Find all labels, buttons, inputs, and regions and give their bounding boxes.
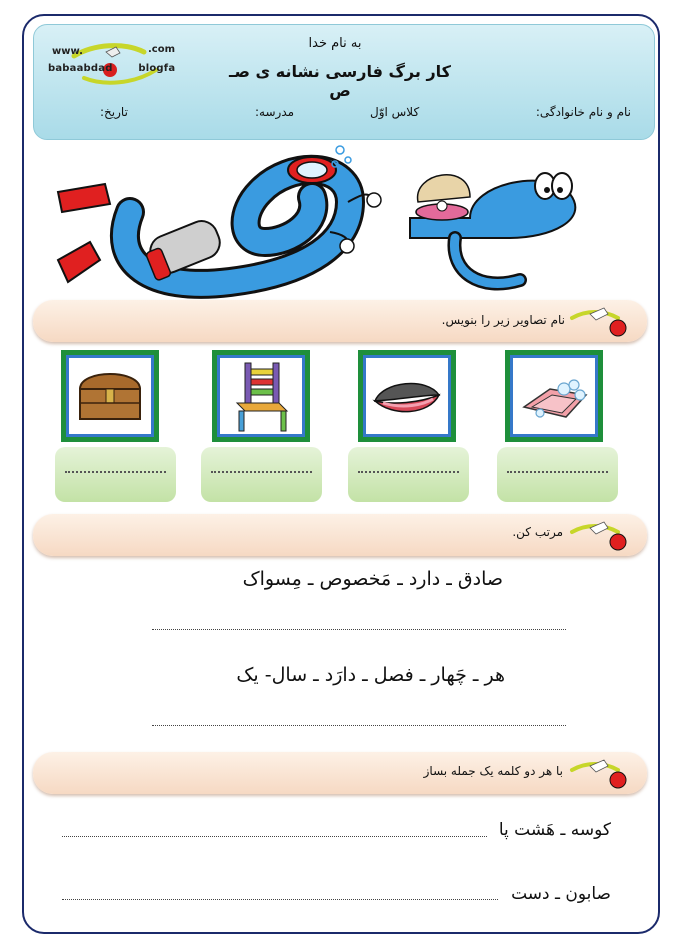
instruction-picture-names: نام تصاویر زیر را بنویس.	[441, 313, 565, 327]
sentence-line-1[interactable]	[62, 836, 487, 837]
shell-icon	[418, 175, 470, 202]
picture-treasure-chest	[61, 350, 159, 442]
letter-sad-illustration	[50, 142, 610, 302]
scrambled-sentence-1: صادق ـ دارد ـ مَخصوص ـ مِسواک	[242, 568, 503, 590]
basmala: به نام خدا	[308, 36, 362, 51]
flipper-icon	[58, 184, 110, 212]
worksheet-title: کار برگ فارسی نشانه ی صـ ص	[229, 62, 451, 100]
clam-icon	[363, 355, 451, 437]
picture-clam	[358, 350, 456, 442]
answer-box-3[interactable]	[348, 447, 469, 502]
answer-box-2[interactable]	[201, 447, 322, 502]
answer-line-1[interactable]	[152, 629, 566, 630]
answer-box-4[interactable]	[497, 447, 618, 502]
date-field-label: تاریخ:	[100, 105, 128, 119]
pencil-ornament-icon	[568, 520, 630, 554]
word-pair-1: کوسه ـ هَشت پا	[498, 820, 611, 840]
soap-icon	[510, 355, 598, 437]
logo-www: www.	[52, 46, 83, 57]
pencil-ornament-icon	[568, 306, 630, 340]
chair-icon	[217, 355, 305, 437]
class-label: کلاس اوّل	[370, 105, 420, 119]
answer-box-1[interactable]	[55, 447, 176, 502]
sentence-line-2[interactable]	[62, 899, 498, 900]
treasure-chest-icon	[66, 355, 154, 437]
school-field-label: مدرسه:	[255, 105, 295, 119]
logo-name: babaabdad blogfa	[48, 63, 176, 74]
picture-chair	[212, 350, 310, 442]
logo-com: .com	[148, 44, 176, 55]
site-logo	[44, 40, 174, 90]
instruction-arrange: مرتب کن.	[512, 525, 563, 539]
instruction-make-sentence: با هر دو کلمه یک جمله بساز	[423, 764, 563, 778]
scrambled-sentence-2: هر ـ چَهار ـ فصل ـ دارَد ـ سال- یک	[236, 664, 505, 686]
answer-line-2[interactable]	[152, 725, 566, 726]
picture-soap	[505, 350, 603, 442]
pencil-ornament-icon	[568, 758, 630, 792]
flipper-icon	[58, 242, 100, 282]
word-pair-2: صابون ـ دست	[511, 884, 611, 904]
name-field-label: نام و نام خانوادگی:	[535, 105, 631, 119]
